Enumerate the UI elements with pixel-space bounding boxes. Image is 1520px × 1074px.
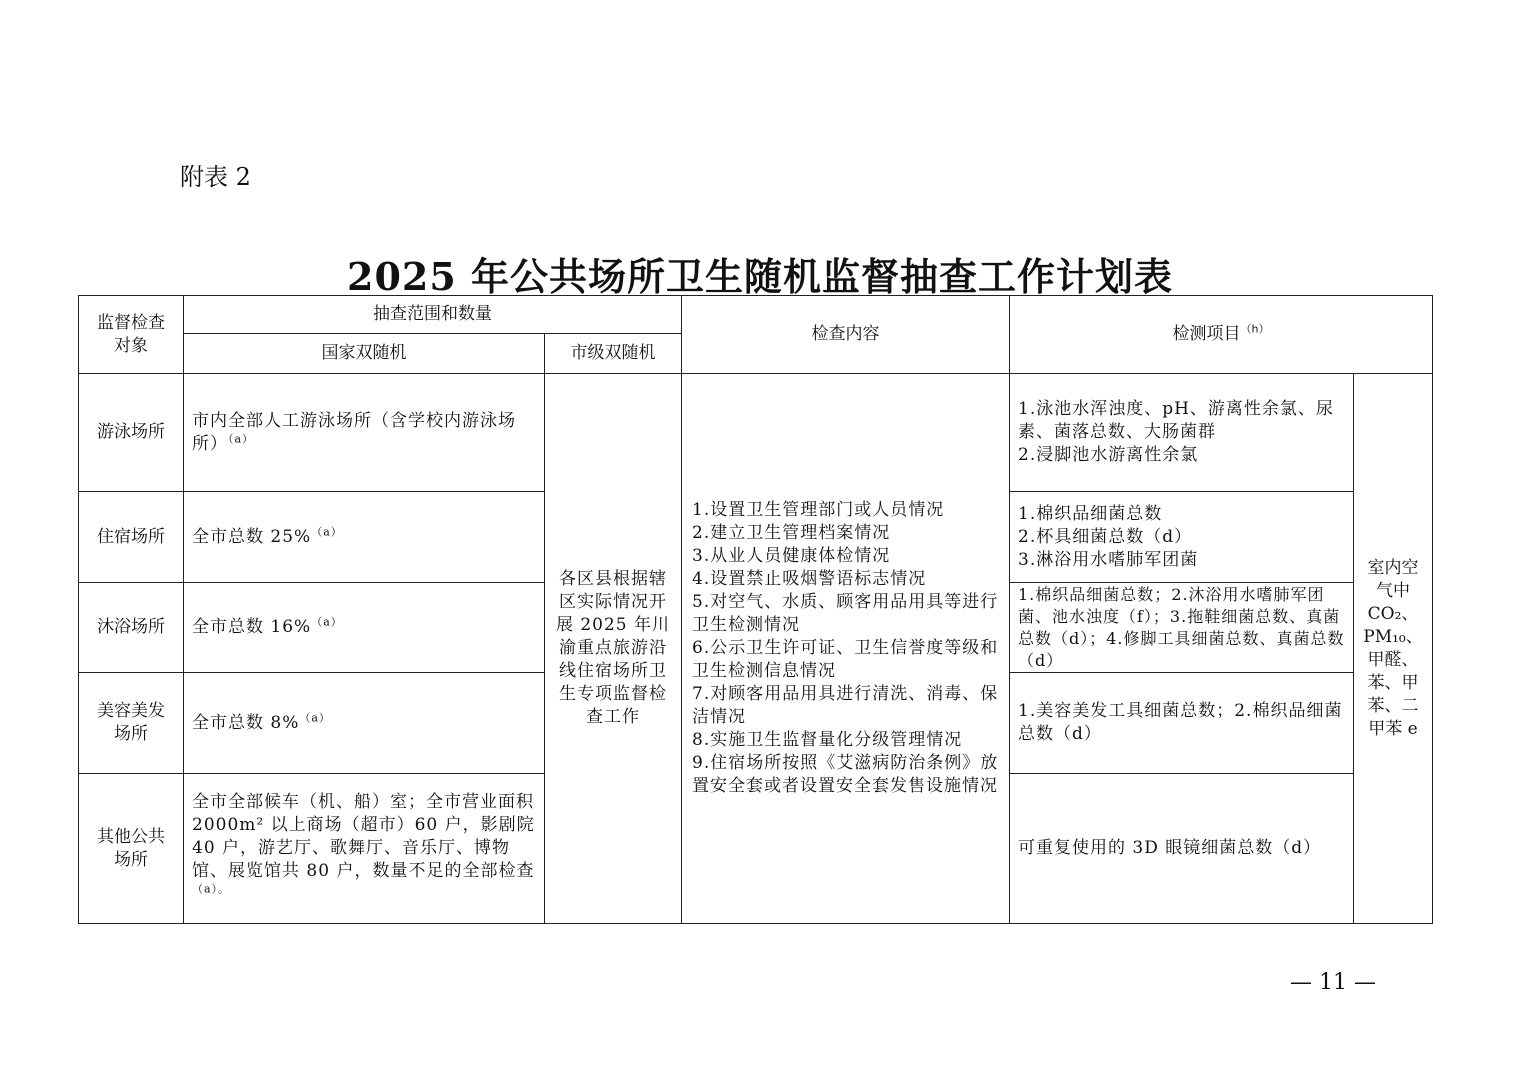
header-national: 国家双随机	[184, 334, 545, 374]
content-item: 7.对顾客用品用具进行清洗、消毒、保洁情况	[692, 684, 999, 727]
object-cell: 游泳场所	[79, 374, 184, 492]
header-content: 检查内容	[682, 296, 1010, 374]
plan-table	[78, 295, 1433, 924]
content-item: 1.设置卫生管理部门或人员情况	[692, 500, 945, 520]
tests-cell: 可重复使用的 3D 眼镜细菌总数（d）	[1010, 774, 1354, 924]
content-cell	[682, 374, 1010, 924]
content-item: 4.设置禁止吸烟警语标志情况	[692, 569, 927, 589]
content-item: 8.实施卫生监督量化分级管理情况	[692, 730, 963, 750]
object-cell: 美容美发场所	[79, 673, 184, 774]
attachment-label: 附表 2	[180, 163, 251, 191]
table-row	[79, 374, 1433, 492]
tests-cell: 1.棉织品细菌总数；2.沐浴用水嗜肺军团菌、池水浊度（f）；3.拖鞋细菌总数、真菌总数（d）；4.修脚工具细菌总数、真菌总数（d）	[1010, 583, 1354, 673]
national-cell: 全市全部候车（机、船）室；全市营业面积 2000m² 以上商场（超市）60 户，影剧院 40 户，游艺厅、歌舞厅、音乐厅、博物馆、展览馆共 80 户，数量不足的全部检查$^{(a)。}$	[184, 774, 545, 924]
content-item: 2.建立卫生管理档案情况	[692, 523, 891, 543]
content-item: 3.从业人员健康体检情况	[692, 546, 891, 566]
tests-cell: 1.泳池水浑浊度、pH、游离性余氯、尿素、菌落总数、大肠菌群 2.浸脚池水游离性余氯	[1010, 374, 1354, 492]
content-item: 5.对空气、水质、顾客用品用具等进行卫生检测情况	[692, 592, 999, 635]
air-tests-cell: 室内空气中 CO₂、PM₁₀、甲醛、苯、甲苯、二甲苯 e	[1354, 374, 1433, 924]
content-item: 9.住宿场所按照《艾滋病防治条例》放置安全套或者设置安全套发售设施情况	[692, 753, 999, 796]
national-cell: 全市总数 25%$^{(a)}$	[184, 492, 545, 583]
object-cell: 沐浴场所	[79, 583, 184, 673]
header-test-items: 检测项目$^{(h)}$	[1010, 296, 1433, 374]
city-cell: 各区县根据辖区实际情况开展 2025 年川渝重点旅游沿线住宿场所卫生专项监督检查工作	[545, 374, 682, 924]
object-cell: 住宿场所	[79, 492, 184, 583]
national-cell: 全市总数 8%$^{(a)}$	[184, 673, 545, 774]
header-object: 监督检查对象	[79, 296, 184, 374]
tests-cell: 1.棉织品细菌总数 2.杯具细菌总数（d） 3.淋浴用水嗜肺军团菌	[1010, 492, 1354, 583]
tests-cell: 1.美容美发工具细菌总数；2.棉织品细菌总数（d）	[1010, 673, 1354, 774]
page-number: — 11 —	[1290, 970, 1376, 995]
content-item: 6.公示卫生许可证、卫生信誉度等级和卫生检测信息情况	[692, 638, 999, 681]
national-cell: 全市总数 16%$^{(a)}$	[184, 583, 545, 673]
header-scope: 抽查范围和数量	[184, 296, 682, 334]
header-city: 市级双随机	[545, 334, 682, 374]
document-title: 2025 年公共场所卫生随机监督抽查工作计划表	[347, 254, 1173, 299]
national-cell: 市内全部人工游泳场所（含学校内游泳场所）$^{(a)}$	[184, 374, 545, 492]
object-cell: 其他公共场所	[79, 774, 184, 924]
